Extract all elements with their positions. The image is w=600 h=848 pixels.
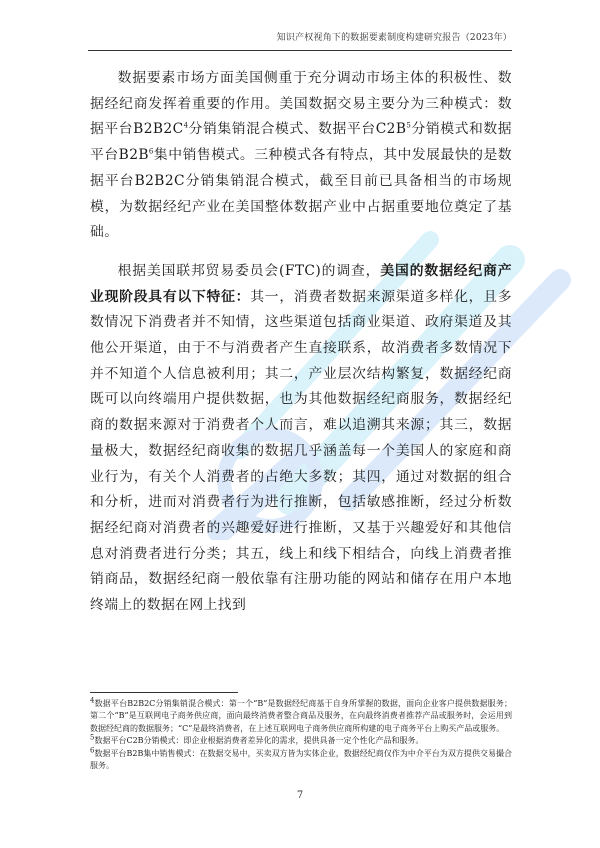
page-number: 7 xyxy=(296,790,304,801)
footnote-ref-6[interactable]: 6 xyxy=(148,147,154,156)
footnote-ref-4[interactable]: 4 xyxy=(183,121,189,130)
footnote-5: $^5$数据平台C2B分销模式：即企业根据消费者差异化的需求，提供具备一定个性化产品和服务。 xyxy=(90,733,424,746)
header-rule xyxy=(88,50,512,51)
bold-heading-phrase: 美国的数据经纪商产业现阶段具有以下特征： xyxy=(90,262,512,305)
footnote-rule xyxy=(90,692,238,693)
footnote-4: $^4$数据平台B2B2C分销集销混合模式：第一个“B”是数据经纪商基于自身所掌握的数据，面向企业客户提供数据服务；第二个“B”是互联网电子商务供应商，面向最终消费者整合商品及服务，在向最终消费者推荐产品或服务时，会运用到数据经纪商的数据服务；“C”是最终消费者，在上述互联网电子商务供应商所构建的电子商务平台上购买产品或服务。 xyxy=(90,696,512,733)
footnote-ref-5[interactable]: 5 xyxy=(406,121,412,130)
footnote-6: $^6$数据平台B2B集中销售模式：在数据交易中，买卖双方皆为实体企业，数据经纪商仅作为中介平台为双方提供交易撮合服务。 xyxy=(90,745,512,771)
paragraph-ftc-findings: 根据美国联邦贸易委员会(FTC)的调查，美国的数据经纪商产业现阶段具有以下特征：其一，消费者数据来源渠道多样化，且多数情况下消费者并不知情，这些渠道包括商业渠道、政府渠道及其他公开渠道，由于不与消费者产生直接联系，故消费者多数情况下并不知道个人信息被利用；其二，产业层次结构繁复，数据经纪商既可以向终端用户提供数据，也为其他数据经纪商服务，数据经纪商的数据来源对于消费者个人而言，难以追溯其来源；其三，数据量极大，数据经纪商收集的数据几乎涵盖每一个美国人的家庭和商业行为，有关个人消费者的占绝大多数；其四，通过对数据的组合和分析，进而对消费者行为进行推断，包括敏感推断，经过分析数据经纪商对消费者的兴趣爱好进行推断，又基于兴趣爱好和其他信息对消费者进行分类；其五，线上和线下相结合，向线上消费者推销商品，数据经纪商一般依靠有注册功能的网站和储存在用户本地终端上的数据在网上找到 xyxy=(90,262,513,614)
main-text xyxy=(90,66,512,619)
footnotes xyxy=(90,698,512,772)
running-header: 知识产权视角下的数据要素制度构建研究报告（2023年） xyxy=(276,33,512,43)
paragraph-data-trading-modes: 数据要素市场方面美国侧重于充分调动市场主体的积极性、数据经纪商发挥着重要的作用。美国数据交易主要分为三种模式：数据平台$B2B2C^4$分销集销混合模式、数据平台$C2B^5$分销模式和数据平台$B2B^6$集中销售模式。三种模式各有特点，其中发展最快的是数据平台B2B2C分销集销混合模式，截至目前已具备相当的市场规模，为数据经纪产业在美国整体数据产业中占据重要地位奠定了基础。 xyxy=(90,70,513,241)
